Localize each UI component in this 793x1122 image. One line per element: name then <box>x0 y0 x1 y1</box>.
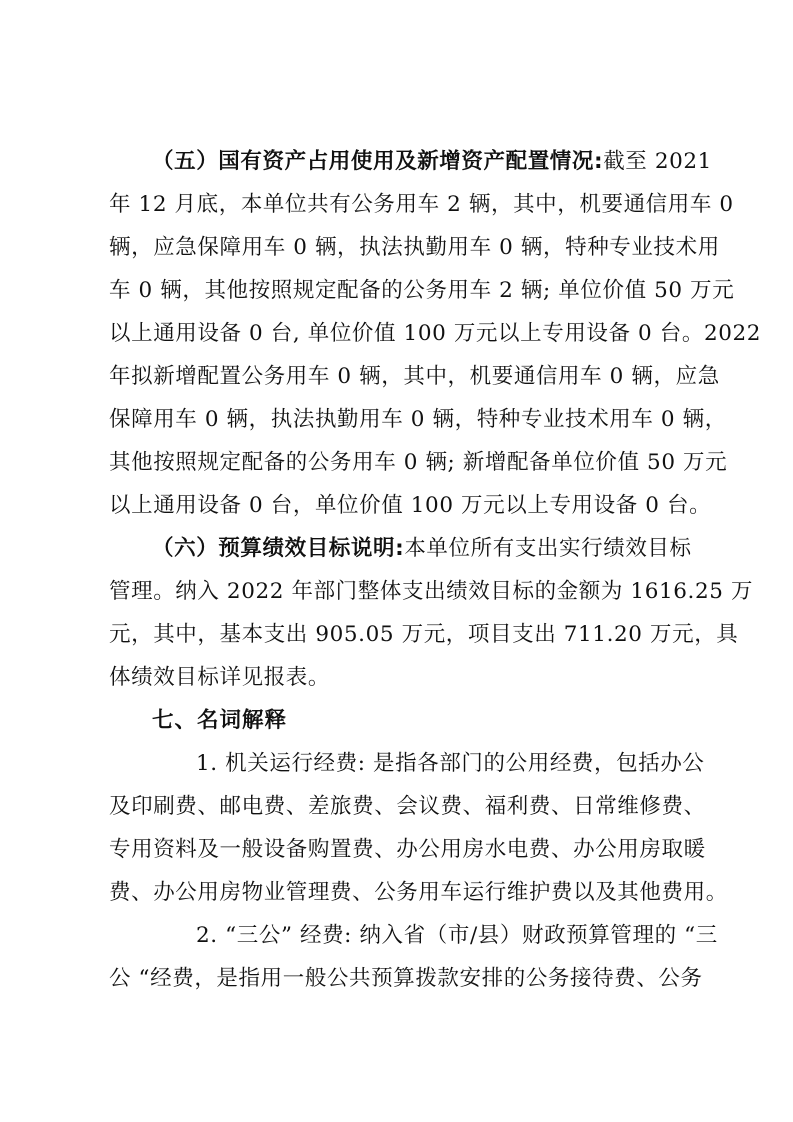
section6-line-1 <box>152 531 692 567</box>
paragraph-line: 年拟新增配置公务用车 0 辆，其中，机要通信用车 0 辆，应急 <box>109 364 720 389</box>
paragraph-line: 以上通用设备 0 台，单位价值 100 万元以上专用设备 0 台。 <box>109 493 712 518</box>
section6-title: （六）预算绩效目标说明: <box>152 536 405 561</box>
paragraph-line: 以上通用设备 0 台, 单位价值 100 万元以上专用设备 0 台。2022 <box>109 321 762 346</box>
paragraph-line: 公 “经费，是指用一般公共预算拨款安排的公务接待费、公务 <box>109 966 703 991</box>
section5-title: （五）国有资产占用使用及新增资产配置情况: <box>152 149 604 174</box>
paragraph-line: 保障用车 0 辆，执法执勤用车 0 辆，特种专业技术用车 0 辆， <box>109 407 727 432</box>
item2-line-1: 2. “三公” 经费: 纳入省（市/县）财政预算管理的 “三 <box>196 923 718 948</box>
paragraph-line: 年 12 月底，本单位共有公务用车 2 辆，其中，机要通信用车 0 <box>109 192 734 217</box>
section7-heading: 七、名词解释 <box>152 708 288 733</box>
section6-line1-rest: 本单位所有支出实行绩效目标 <box>404 536 692 561</box>
paragraph-line: 其他按照规定配备的公务用车 0 辆; 新增配备单位价值 50 万元 <box>109 450 728 475</box>
paragraph-line: 辆，应急保障用车 0 辆，执法执勤用车 0 辆，特种专业技术用 <box>109 235 720 260</box>
paragraph-line: 体绩效目标详见报表。 <box>109 665 331 690</box>
section5-line-1 <box>152 144 712 180</box>
paragraph-line: 专用资料及一般设备购置费、办公用房水电费、办公用房取暖 <box>109 837 706 862</box>
section5-line1-rest: 截至 2021 <box>603 149 712 174</box>
paragraph-line: 费、办公用房物业管理费、公务用车运行维护费以及其他费用。 <box>109 880 728 905</box>
paragraph-line: 及印刷费、邮电费、差旅费、会议费、福利费、日常维修费、 <box>109 794 706 819</box>
paragraph-line: 管理。纳入 2022 年部门整体支出绩效目标的金额为 1616.25 万 <box>109 579 754 604</box>
item1-line-1: 1. 机关运行经费: 是指各部门的公用经费，包括办公 <box>196 751 705 776</box>
paragraph-line: 元，其中，基本支出 905.05 万元，项目支出 711.20 万元，具 <box>109 622 739 647</box>
paragraph-line: 车 0 辆，其他按照规定配备的公务用车 2 辆; 单位价值 50 万元 <box>109 278 735 303</box>
